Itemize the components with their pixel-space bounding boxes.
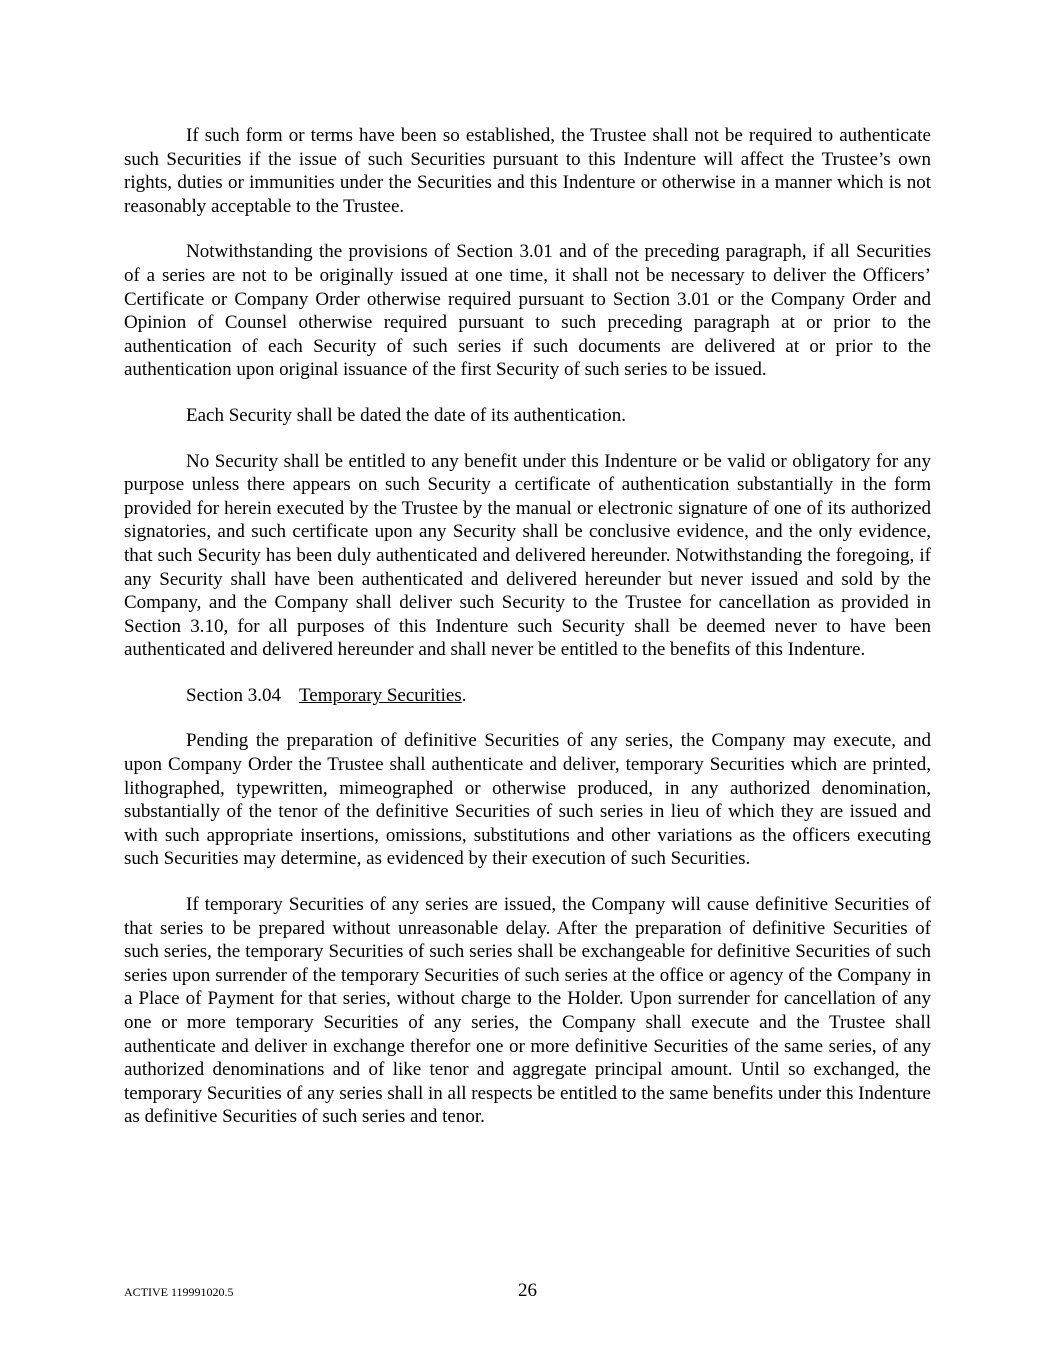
section-title: Temporary Securities: [299, 684, 462, 706]
paragraph-authentication-form-terms: If such form or terms have been so established, the Trustee shall not be required to authenticate such Securities if the issue of such Securities pursuant to this Indenture will affect the Trustee’s own rights, duties or immunities under the Securities and this Indenture or otherwise in a manner which is not reasonably acceptable to the Trustee.: [124, 125, 931, 217]
section-title-period: .: [461, 684, 467, 706]
page-number: 26: [518, 1280, 537, 1301]
paragraph-dated-authentication: Each Security shall be dated the date of its authentication.: [186, 404, 627, 426]
paragraph-pending-preparation: Pending the preparation of definitive Securities of any series, the Company may execute, and upon Company Order the Trustee shall authenticate and deliver, temporary Securities which are printed, lithographed, typewritten, mimeographed or otherwise produced, in any authorized denomination, substantially of the tenor of the definitive Securities of such series in lieu of which they are issued and with such appropriate insertions, omissions, substitutions and other variations as the officers executing such Securities may determine, as evidenced by their execution of such Securities.: [124, 730, 931, 870]
document-body: [124, 124, 931, 1151]
paragraph-no-security-entitled: No Security shall be entitled to any benefit under this Indenture or be valid or obligatory for any purpose unless there appears on such Security a certificate of authentication substantially in the form provided for herein executed by the Trustee by the manual or electronic signature of one of its authorized signatories, and such certificate upon any Security shall be conclusive evidence, and the only evidence, that such Security has been duly authenticated and delivered hereunder. Notwithstanding the foregoing, if any Security shall have been authenticated and delivered hereunder but never issued and sold by the Company, and the Company shall deliver such Security to the Trustee for cancellation as provided in Section 3.10, for all purposes of this Indenture such Security shall be deemed never to have been authenticated and delivered hereunder and shall never be entitled to the benefits of this Indenture.: [124, 450, 931, 661]
section-heading: [124, 684, 931, 708]
paragraph-temporary-issued: If temporary Securities of any series are issued, the Company will cause definitive Securities of that series to be prepared without unreasonable delay. After the preparation of definitive Securities of such series, the temporary Securities of such series shall be exchangeable for definitive Securities of such series upon surrender of the temporary Securities of such series at the office or agency of the Company in a Place of Payment for that series, without charge to the Holder. Upon surrender for cancellation of any one or more temporary Securities of any series, the Company shall execute and the Trustee shall authenticate and deliver in exchange therefor one or more definitive Securities of the same series, of any authorized denominations and of like tenor and aggregate principal amount. Until so exchanged, the temporary Securities of any series shall in all respects be entitled to the same benefits under this Indenture as definitive Securities of such series and tenor.: [124, 894, 931, 1128]
section-number: Section 3.04: [186, 684, 281, 706]
paragraph-notwithstanding-provisions: Notwithstanding the provisions of Section 3.01 and of the preceding paragraph, if all Securities of a series are not to be originally issued at one time, it shall not be necessary to deliver the Officers’ Certificate or Company Order otherwise required pursuant to Section 3.01 or the Company Order and Opinion of Counsel otherwise required pursuant to such preceding paragraph at or prior to the authentication of each Security of such series if such documents are delivered at or prior to the authentication upon original issuance of the first Security of such series to be issued.: [124, 241, 931, 381]
footer-document-id: ACTIVE 119991020.5: [124, 1285, 234, 1299]
